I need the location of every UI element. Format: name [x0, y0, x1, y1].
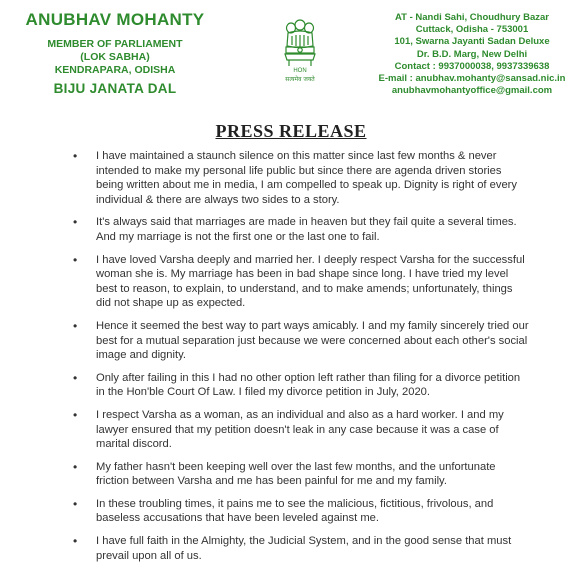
- lion-capital-icon: [280, 16, 320, 74]
- bullet-icon: •: [73, 407, 78, 422]
- constituency-line: KENDRAPARA, ODISHA: [54, 64, 176, 76]
- bullet-icon: •: [73, 496, 78, 511]
- email-line: E-mail : anubhav.mohanty@sansad.nic.in: [378, 73, 566, 85]
- bullet-icon: •: [73, 149, 78, 163]
- designation-line: MEMBER OF PARLIAMENT: [47, 38, 183, 50]
- list-item: [0, 408, 582, 452]
- list-item-text: Only after failing in this I had no other option left rather than filing for a divorce petition in the Hon'ble Court Of Law. I filed my divorce petition in July, 2020.: [96, 371, 521, 399]
- list-item-text: In these troubling times, it pains me to see the malicious, fictitious, frivolous, and baseless accusations that have been leveled against me.: [96, 497, 494, 525]
- letterhead-left: [20, 10, 210, 96]
- list-item-text: I have loved Varsha deeply and married her. I deeply respect Varsha for the successful woman she is. My marriage has been in bad shape since long. I have tried my level best to reason, to explain, to understand, and to make amends; unfortunately, things did not shape up as expected.: [96, 253, 525, 310]
- press-release-list: [0, 149, 582, 571]
- bullet-icon: •: [73, 252, 78, 267]
- list-item: [0, 534, 582, 563]
- contact-line: Contact : 9937000038, 9937339638: [394, 60, 550, 72]
- list-item: [0, 253, 582, 311]
- list-item-text: It's always said that marriages are made in heaven but they fail quite a several times. And my marriage is not the first one or the last one to fail.: [96, 216, 517, 243]
- mp-name: ANUBHAV MOHANTY: [25, 10, 205, 29]
- house-line: (LOK SABHA): [80, 51, 150, 63]
- list-item: [0, 319, 582, 363]
- list-item-text: Hence it seemed the best way to part ways amicably. I and my family sincerely tried our best for a mutual separation just because we were concerned about each other's social image and dignity.: [96, 319, 529, 362]
- bullet-icon: •: [73, 215, 78, 230]
- bullet-icon: •: [73, 370, 78, 385]
- party-name: BIJU JANATA DAL: [53, 81, 177, 96]
- page-title: PRESS RELEASE: [215, 121, 367, 141]
- bullet-icon: •: [73, 534, 78, 549]
- bullet-icon: •: [73, 318, 78, 333]
- address-line-3: 101, Swarna Jayanti Sadan Deluxe: [394, 36, 550, 48]
- list-item-text: I have maintained a staunch silence on this matter since last few months & never intended to make my personal life public but since there are agenda driven stories being written about me in media, I am compelled to speak up. Dignity is right of every individual & there are always two sides to a story.: [96, 150, 517, 206]
- list-item: [0, 215, 582, 244]
- letterhead: [0, 0, 582, 112]
- bullet-icon: •: [73, 459, 78, 474]
- list-item: [0, 371, 582, 400]
- address-line-2: Cuttack, Odisha - 753001: [415, 24, 529, 36]
- list-item-text: I respect Varsha as a woman, as an individual and also as a hard worker. I and my lawyer ensured that my petition doesn't leak in any case because it was a case of marital discord.: [96, 408, 504, 451]
- list-item: [0, 497, 582, 526]
- list-item-text: I have full faith in the Almighty, the Judicial System, and in the good sense that must prevail upon all of us.: [96, 535, 512, 562]
- list-item: [0, 460, 582, 489]
- svg-text:HON: HON: [293, 68, 307, 74]
- emblem-motto: सत्यमेव जयते: [285, 76, 315, 83]
- list-item: [0, 149, 582, 207]
- address-line-4: Dr. B.D. Marg, New Delhi: [416, 48, 528, 60]
- alt-email-line: anubhavmohantyoffice@gmail.com: [391, 85, 553, 97]
- list-item-text: My father hasn't been keeping well over the last few months, and the unfortunate friction between Varsha and me has been painful for me and my family.: [96, 460, 496, 488]
- national-emblem: [270, 16, 330, 83]
- address-line-1: AT - Nandi Sahi, Choudhury Bazar: [395, 12, 549, 23]
- letterhead-right: [372, 12, 572, 97]
